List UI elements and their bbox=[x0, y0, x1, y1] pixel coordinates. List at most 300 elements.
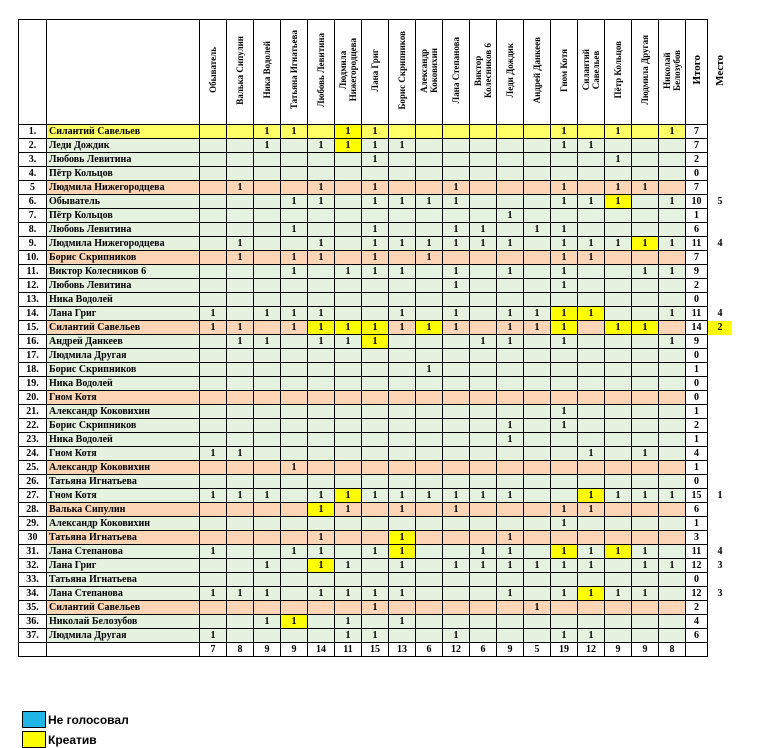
participant-name: Людмила Нижегородцева bbox=[47, 181, 200, 195]
vote-cell bbox=[632, 419, 659, 433]
total-cell: 15 bbox=[686, 489, 708, 503]
vote-cell bbox=[362, 531, 389, 545]
vote-cell bbox=[335, 447, 362, 461]
vote-cell bbox=[551, 475, 578, 489]
vote-cell: 1 bbox=[254, 139, 281, 153]
place-cell: 4 bbox=[717, 545, 723, 557]
vote-cell bbox=[227, 167, 254, 181]
vote-cell bbox=[470, 307, 497, 321]
vote-cell bbox=[578, 363, 605, 377]
vote-cell: 1 bbox=[281, 125, 308, 139]
vote-cell bbox=[605, 433, 632, 447]
vote-cell bbox=[443, 419, 470, 433]
total-cell: 10 bbox=[686, 195, 708, 209]
vote-cell bbox=[470, 377, 497, 391]
vote-cell bbox=[254, 167, 281, 181]
participant-name: Гном Котя bbox=[47, 447, 200, 461]
row-number: 11. bbox=[19, 265, 47, 279]
vote-cell bbox=[551, 489, 578, 503]
vote-cell bbox=[200, 237, 227, 251]
vote-cell bbox=[389, 223, 416, 237]
vote-cell bbox=[605, 139, 632, 153]
vote-cell bbox=[443, 167, 470, 181]
table-row bbox=[19, 181, 733, 195]
vote-cell bbox=[578, 293, 605, 307]
vote-cell bbox=[281, 531, 308, 545]
participant-name: Людмила Нижегородцева bbox=[47, 237, 200, 251]
vote-cell bbox=[308, 223, 335, 237]
participant-name: Силантий Савельев bbox=[47, 601, 200, 615]
vote-cell: 1 bbox=[443, 181, 470, 195]
vote-cell: 1 bbox=[389, 321, 416, 335]
place-cell bbox=[708, 573, 733, 587]
vote-cell bbox=[470, 573, 497, 587]
vote-cell bbox=[497, 517, 524, 531]
header-voter-8 bbox=[416, 20, 443, 125]
vote-cell bbox=[497, 195, 524, 209]
vote-cell bbox=[578, 223, 605, 237]
row-number: 3. bbox=[19, 153, 47, 167]
vote-cell: 1 bbox=[551, 195, 578, 209]
vote-cell: 1 bbox=[416, 251, 443, 265]
vote-cell: 1 bbox=[443, 195, 470, 209]
vote-cell bbox=[605, 167, 632, 181]
vote-cell: 1 bbox=[632, 545, 659, 559]
place-cell bbox=[708, 517, 733, 531]
vote-cell bbox=[227, 517, 254, 531]
vote-cell bbox=[551, 391, 578, 405]
vote-cell bbox=[659, 279, 686, 293]
table-row bbox=[19, 587, 733, 601]
total-cell: 0 bbox=[686, 167, 708, 181]
table-row bbox=[19, 363, 733, 377]
place-cell bbox=[708, 265, 733, 279]
row-number: 27. bbox=[19, 489, 47, 503]
vote-cell bbox=[524, 489, 551, 503]
table-row bbox=[19, 629, 733, 643]
table-row bbox=[19, 167, 733, 181]
footer-total-cell: 14 bbox=[308, 643, 335, 657]
vote-cell bbox=[281, 153, 308, 167]
vote-cell: 1 bbox=[308, 181, 335, 195]
vote-cell bbox=[605, 251, 632, 265]
vote-cell bbox=[632, 503, 659, 517]
table-row bbox=[19, 251, 733, 265]
vote-cell bbox=[254, 475, 281, 489]
row-number: 15. bbox=[19, 321, 47, 335]
header-place-label: Место bbox=[714, 54, 726, 86]
row-number: 7. bbox=[19, 209, 47, 223]
votes-table bbox=[18, 19, 733, 657]
total-cell: 3 bbox=[686, 531, 708, 545]
table-row bbox=[19, 335, 733, 349]
participant-name: Александр Коковихин bbox=[47, 405, 200, 419]
vote-cell bbox=[659, 139, 686, 153]
vote-cell bbox=[659, 629, 686, 643]
vote-cell bbox=[416, 615, 443, 629]
vote-cell: 1 bbox=[497, 237, 524, 251]
vote-cell: 1 bbox=[632, 265, 659, 279]
participant-name: Гном Котя bbox=[47, 489, 200, 503]
vote-cell: 1 bbox=[443, 223, 470, 237]
vote-cell bbox=[659, 601, 686, 615]
total-cell: 6 bbox=[686, 629, 708, 643]
vote-cell: 1 bbox=[335, 335, 362, 349]
vote-cell bbox=[335, 153, 362, 167]
vote-cell: 1 bbox=[281, 251, 308, 265]
vote-cell bbox=[524, 363, 551, 377]
vote-cell: 1 bbox=[578, 195, 605, 209]
vote-cell bbox=[443, 363, 470, 377]
vote-cell bbox=[200, 195, 227, 209]
vote-cell bbox=[605, 615, 632, 629]
vote-cell bbox=[443, 587, 470, 601]
place-cell bbox=[708, 349, 733, 363]
header-voter-13 bbox=[551, 20, 578, 125]
table-row bbox=[19, 377, 733, 391]
vote-cell bbox=[227, 209, 254, 223]
vote-cell: 1 bbox=[470, 545, 497, 559]
vote-cell bbox=[659, 391, 686, 405]
footer-total-cell: 5 bbox=[524, 643, 551, 657]
table-row bbox=[19, 307, 733, 321]
header-voter-7 bbox=[389, 20, 416, 125]
vote-cell bbox=[524, 377, 551, 391]
vote-cell bbox=[254, 209, 281, 223]
row-number: 20. bbox=[19, 391, 47, 405]
table-row bbox=[19, 461, 733, 475]
vote-cell bbox=[389, 335, 416, 349]
vote-cell bbox=[389, 629, 416, 643]
vote-cell bbox=[524, 405, 551, 419]
vote-cell bbox=[254, 237, 281, 251]
vote-cell: 1 bbox=[443, 265, 470, 279]
place-cell bbox=[708, 363, 733, 377]
participant-name: Людмила Другая bbox=[47, 629, 200, 643]
table-row bbox=[19, 475, 733, 489]
vote-cell bbox=[497, 181, 524, 195]
vote-cell bbox=[470, 587, 497, 601]
vote-cell: 1 bbox=[524, 601, 551, 615]
vote-cell bbox=[605, 223, 632, 237]
total-cell: 1 bbox=[686, 461, 708, 475]
vote-cell: 1 bbox=[362, 223, 389, 237]
vote-cell bbox=[281, 601, 308, 615]
vote-cell bbox=[497, 279, 524, 293]
total-cell: 7 bbox=[686, 181, 708, 195]
place-cell bbox=[708, 377, 733, 391]
vote-cell: 1 bbox=[605, 587, 632, 601]
header-total bbox=[686, 20, 708, 125]
total-cell: 9 bbox=[686, 265, 708, 279]
vote-cell bbox=[227, 139, 254, 153]
vote-cell bbox=[200, 559, 227, 573]
vote-cell bbox=[254, 531, 281, 545]
vote-cell: 1 bbox=[362, 139, 389, 153]
total-cell: 1 bbox=[686, 405, 708, 419]
vote-cell bbox=[362, 363, 389, 377]
place-cell bbox=[708, 335, 733, 349]
vote-cell bbox=[335, 167, 362, 181]
vote-cell bbox=[308, 391, 335, 405]
row-number: 13. bbox=[19, 293, 47, 307]
vote-cell bbox=[227, 475, 254, 489]
row-number: 8. bbox=[19, 223, 47, 237]
vote-cell bbox=[578, 391, 605, 405]
vote-cell bbox=[308, 279, 335, 293]
vote-cell bbox=[578, 573, 605, 587]
vote-cell bbox=[227, 279, 254, 293]
footer-totals-row bbox=[19, 643, 733, 657]
vote-cell bbox=[551, 433, 578, 447]
vote-cell bbox=[551, 363, 578, 377]
vote-cell: 1 bbox=[632, 559, 659, 573]
vote-cell bbox=[281, 503, 308, 517]
vote-cell bbox=[281, 279, 308, 293]
vote-cell bbox=[416, 223, 443, 237]
vote-cell bbox=[254, 601, 281, 615]
vote-cell bbox=[578, 335, 605, 349]
table-row bbox=[19, 195, 733, 209]
vote-cell bbox=[254, 629, 281, 643]
vote-cell bbox=[416, 265, 443, 279]
vote-cell: 1 bbox=[281, 321, 308, 335]
vote-cell: 1 bbox=[659, 237, 686, 251]
table-row bbox=[19, 545, 733, 559]
vote-cell bbox=[362, 517, 389, 531]
vote-cell: 1 bbox=[578, 447, 605, 461]
vote-cell bbox=[632, 139, 659, 153]
vote-cell bbox=[497, 461, 524, 475]
vote-cell bbox=[470, 419, 497, 433]
row-number: 2. bbox=[19, 139, 47, 153]
header-voter-5 bbox=[335, 20, 362, 125]
vote-cell bbox=[308, 125, 335, 139]
vote-cell: 1 bbox=[200, 447, 227, 461]
place-cell: 3 bbox=[717, 559, 723, 571]
vote-cell bbox=[281, 237, 308, 251]
footer-total-cell: 15 bbox=[362, 643, 389, 657]
row-number: 25. bbox=[19, 461, 47, 475]
vote-cell bbox=[254, 447, 281, 461]
vote-cell bbox=[605, 391, 632, 405]
vote-cell bbox=[227, 153, 254, 167]
participant-name: Лана Григ bbox=[47, 307, 200, 321]
vote-cell bbox=[551, 461, 578, 475]
header-voter-8-label: Александр Коковихин bbox=[419, 47, 439, 93]
vote-cell bbox=[416, 559, 443, 573]
vote-cell: 1 bbox=[497, 559, 524, 573]
vote-cell bbox=[200, 265, 227, 279]
vote-cell bbox=[659, 405, 686, 419]
vote-cell: 1 bbox=[362, 321, 389, 335]
vote-cell bbox=[200, 419, 227, 433]
vote-cell bbox=[281, 335, 308, 349]
vote-cell bbox=[227, 223, 254, 237]
vote-cell bbox=[254, 363, 281, 377]
table-row bbox=[19, 237, 733, 251]
header-voter-15 bbox=[605, 20, 632, 125]
vote-cell bbox=[416, 377, 443, 391]
vote-cell bbox=[659, 503, 686, 517]
vote-cell bbox=[335, 349, 362, 363]
vote-cell bbox=[254, 419, 281, 433]
vote-cell bbox=[308, 475, 335, 489]
place-cell bbox=[708, 405, 733, 419]
vote-cell: 1 bbox=[443, 489, 470, 503]
row-number: 35. bbox=[19, 601, 47, 615]
table-row bbox=[19, 209, 733, 223]
vote-cell bbox=[416, 629, 443, 643]
vote-cell: 1 bbox=[443, 307, 470, 321]
vote-cell bbox=[605, 573, 632, 587]
vote-cell bbox=[578, 405, 605, 419]
vote-cell bbox=[335, 223, 362, 237]
vote-cell bbox=[632, 125, 659, 139]
vote-cell bbox=[389, 279, 416, 293]
vote-cell: 1 bbox=[308, 237, 335, 251]
vote-cell bbox=[551, 447, 578, 461]
vote-cell: 1 bbox=[605, 195, 632, 209]
vote-cell bbox=[632, 363, 659, 377]
row-number: 26. bbox=[19, 475, 47, 489]
row-number: 21. bbox=[19, 405, 47, 419]
vote-cell bbox=[632, 279, 659, 293]
participant-name: Ника Водолей bbox=[47, 433, 200, 447]
vote-cell bbox=[443, 475, 470, 489]
vote-cell: 1 bbox=[335, 139, 362, 153]
vote-cell bbox=[200, 223, 227, 237]
vote-cell bbox=[497, 573, 524, 587]
vote-cell: 1 bbox=[443, 629, 470, 643]
vote-cell bbox=[200, 573, 227, 587]
participant-name: Виктор Колесников 6 bbox=[47, 265, 200, 279]
vote-cell bbox=[281, 447, 308, 461]
vote-cell bbox=[389, 349, 416, 363]
vote-cell: 1 bbox=[389, 237, 416, 251]
vote-cell bbox=[524, 139, 551, 153]
vote-cell: 1 bbox=[362, 181, 389, 195]
vote-cell: 1 bbox=[497, 531, 524, 545]
vote-cell bbox=[389, 475, 416, 489]
vote-cell bbox=[632, 629, 659, 643]
table-row bbox=[19, 139, 733, 153]
footer-total-cell: 8 bbox=[227, 643, 254, 657]
place-cell bbox=[708, 531, 733, 545]
vote-cell bbox=[416, 279, 443, 293]
vote-cell bbox=[362, 433, 389, 447]
vote-cell bbox=[578, 475, 605, 489]
vote-cell: 1 bbox=[281, 265, 308, 279]
vote-cell bbox=[254, 321, 281, 335]
vote-cell bbox=[200, 433, 227, 447]
table-row bbox=[19, 503, 733, 517]
vote-cell bbox=[605, 209, 632, 223]
vote-cell bbox=[497, 363, 524, 377]
vote-cell bbox=[254, 573, 281, 587]
row-number: 30 bbox=[19, 531, 47, 545]
vote-cell: 1 bbox=[578, 559, 605, 573]
vote-cell: 1 bbox=[200, 629, 227, 643]
table-row bbox=[19, 153, 733, 167]
vote-cell: 1 bbox=[497, 265, 524, 279]
table-row bbox=[19, 489, 733, 503]
participant-name: Андрей Данкеев bbox=[47, 335, 200, 349]
vote-cell bbox=[632, 153, 659, 167]
vote-cell bbox=[578, 167, 605, 181]
vote-cell bbox=[470, 321, 497, 335]
vote-cell bbox=[308, 265, 335, 279]
vote-cell bbox=[254, 223, 281, 237]
total-cell: 7 bbox=[686, 125, 708, 139]
vote-cell bbox=[659, 615, 686, 629]
vote-cell bbox=[470, 615, 497, 629]
row-number: 9. bbox=[19, 237, 47, 251]
row-number: 33. bbox=[19, 573, 47, 587]
vote-cell: 1 bbox=[362, 265, 389, 279]
vote-cell bbox=[281, 405, 308, 419]
vote-cell bbox=[470, 475, 497, 489]
vote-cell bbox=[578, 517, 605, 531]
total-cell: 12 bbox=[686, 559, 708, 573]
header-total-label: Итого bbox=[690, 55, 703, 85]
vote-cell bbox=[659, 167, 686, 181]
vote-cell: 1 bbox=[227, 587, 254, 601]
participant-name: Татьяна Игнатьева bbox=[47, 531, 200, 545]
vote-cell: 1 bbox=[281, 615, 308, 629]
vote-cell bbox=[524, 545, 551, 559]
vote-cell bbox=[632, 335, 659, 349]
vote-cell bbox=[524, 503, 551, 517]
vote-cell: 1 bbox=[470, 489, 497, 503]
vote-cell bbox=[605, 503, 632, 517]
vote-cell bbox=[470, 293, 497, 307]
participant-name: Силантий Савельев bbox=[47, 321, 200, 335]
vote-cell bbox=[281, 139, 308, 153]
vote-cell bbox=[227, 405, 254, 419]
vote-cell bbox=[632, 517, 659, 531]
table-row bbox=[19, 573, 733, 587]
vote-cell: 1 bbox=[308, 587, 335, 601]
vote-cell bbox=[308, 377, 335, 391]
vote-cell bbox=[605, 517, 632, 531]
header-blank-number bbox=[19, 20, 47, 125]
participant-name: Борис Скрипников bbox=[47, 363, 200, 377]
row-number: 10. bbox=[19, 251, 47, 265]
vote-cell bbox=[335, 573, 362, 587]
header-voter-9-label: Лана Степанова bbox=[451, 36, 461, 104]
vote-cell bbox=[362, 293, 389, 307]
vote-cell bbox=[200, 279, 227, 293]
participant-name: Любовь Левитина bbox=[47, 223, 200, 237]
legend-creative-swatch bbox=[22, 731, 46, 748]
vote-cell bbox=[416, 545, 443, 559]
vote-cell: 1 bbox=[524, 223, 551, 237]
vote-cell bbox=[497, 153, 524, 167]
vote-cell bbox=[362, 167, 389, 181]
vote-cell: 1 bbox=[578, 251, 605, 265]
vote-cell bbox=[200, 363, 227, 377]
vote-cell: 1 bbox=[308, 489, 335, 503]
vote-cell bbox=[659, 363, 686, 377]
vote-cell bbox=[254, 405, 281, 419]
vote-cell bbox=[416, 433, 443, 447]
vote-cell bbox=[335, 433, 362, 447]
vote-cell bbox=[362, 279, 389, 293]
vote-cell: 1 bbox=[524, 559, 551, 573]
footer-total-cell: 9 bbox=[605, 643, 632, 657]
total-cell: 2 bbox=[686, 419, 708, 433]
